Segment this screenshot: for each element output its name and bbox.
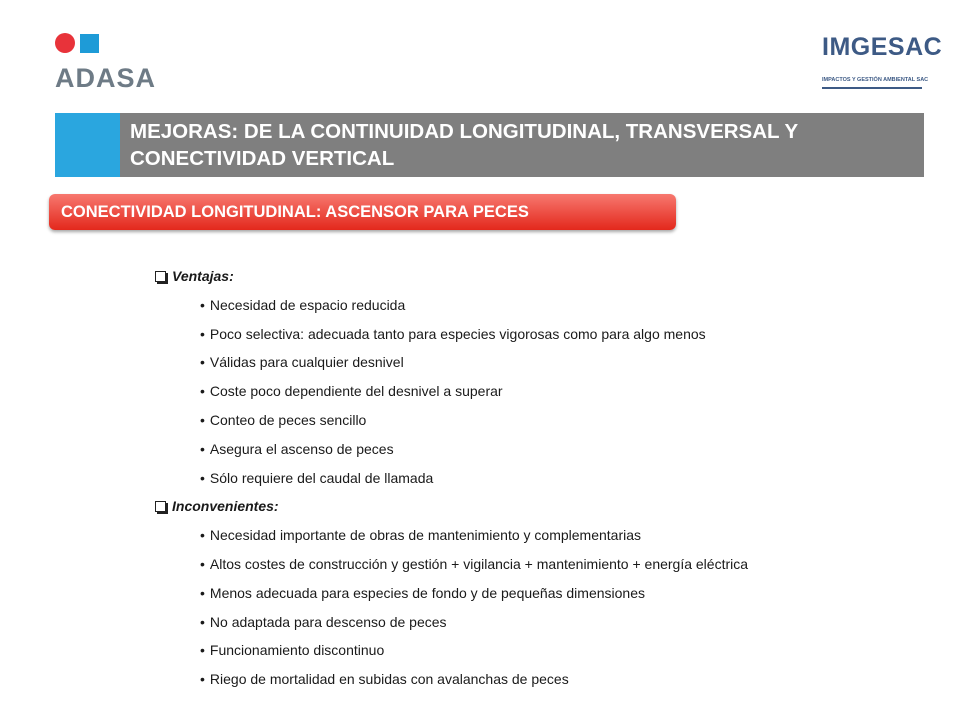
bullet-dot-icon: • — [200, 411, 205, 428]
list-item — [155, 435, 935, 464]
list-item — [155, 348, 935, 377]
list-item-text: Válidas para cualquier desnivel — [209, 354, 404, 371]
bullet-dot-icon: • — [200, 469, 205, 486]
list-item-text: Sólo requiere del caudal de llamada — [209, 469, 434, 486]
bullet-dot-icon: • — [200, 671, 205, 688]
adasa-logo-text: ADASA — [55, 63, 157, 93]
section-heading — [155, 492, 935, 521]
list-item — [155, 377, 935, 406]
slide-title: MEJORAS: DE LA CONTINUIDAD LONGITUDINAL, TRANSVERSAL Y CONECTIVIDAD VERTICAL — [120, 113, 924, 177]
bullet-dot-icon: • — [200, 613, 205, 630]
list-item-text: Riego de mortalidad en subidas con avalanchas de peces — [209, 671, 569, 688]
list-item — [155, 636, 935, 665]
bullet-dot-icon: • — [200, 354, 205, 371]
list-item-text: Poco selectiva: adecuada tanto para especies vigorosas como para algo menos — [209, 325, 706, 342]
section-heading — [155, 262, 935, 291]
adasa-logo — [55, 33, 175, 93]
section-heading-label: Inconvenientes: — [172, 498, 279, 515]
list-item — [155, 521, 935, 550]
list-item-text: No adaptada para descenso de peces — [209, 613, 447, 630]
list-item-text: Menos adecuada para especies de fondo y de pequeñas dimensiones — [209, 584, 645, 601]
list-item — [155, 608, 935, 637]
imgesac-logo-underline — [822, 87, 922, 89]
list-item-text: Altos costes de construcción y gestión + vigilancia + mantenimiento + energía eléctrica — [209, 555, 749, 572]
adasa-logo-red-circle — [55, 33, 75, 53]
bullet-dot-icon: • — [200, 642, 205, 659]
bullet-dot-icon: • — [200, 325, 205, 342]
section-heading-label: Ventajas: — [172, 268, 234, 284]
bullet-dot-icon: • — [200, 584, 205, 601]
list-item — [155, 406, 935, 435]
list-item-text: Necesidad de espacio reducida — [209, 296, 406, 313]
list-item — [155, 665, 935, 694]
checkbox-bullet-icon — [155, 271, 166, 282]
title-accent-block — [55, 113, 120, 177]
list-item-text: Conteo de peces sencillo — [209, 411, 367, 428]
list-item-text: Coste poco dependiente del desnivel a superar — [209, 383, 503, 400]
list-item — [155, 320, 935, 349]
list-item — [155, 464, 935, 493]
bullet-dot-icon: • — [200, 296, 205, 313]
adasa-logo-blue-square — [80, 34, 99, 53]
title-bar — [55, 113, 924, 177]
bullet-dot-icon: • — [200, 527, 205, 544]
list-item — [155, 550, 935, 579]
list-item-text: Necesidad importante de obras de mantenimiento y complementarias — [209, 527, 642, 544]
imgesac-logo — [820, 32, 943, 94]
list-item — [155, 291, 935, 320]
list-item — [155, 579, 935, 608]
checkbox-bullet-icon — [155, 501, 166, 512]
bullet-dot-icon: • — [200, 383, 205, 400]
bullet-dot-icon: • — [200, 440, 205, 457]
bullet-dot-icon: • — [200, 555, 205, 572]
list-item-text: Funcionamiento discontinuo — [209, 642, 385, 659]
list-item-text: Asegura el ascenso de peces — [209, 440, 394, 457]
section-subtitle-banner: CONECTIVIDAD LONGITUDINAL: ASCENSOR PARA PECES — [49, 194, 676, 230]
imgesac-logo-text: IMGESAC — [822, 33, 943, 61]
imgesac-logo-tagline: IMPACTOS Y GESTIÓN AMBIENTAL SAC — [822, 77, 929, 83]
bullet-content — [155, 262, 935, 694]
